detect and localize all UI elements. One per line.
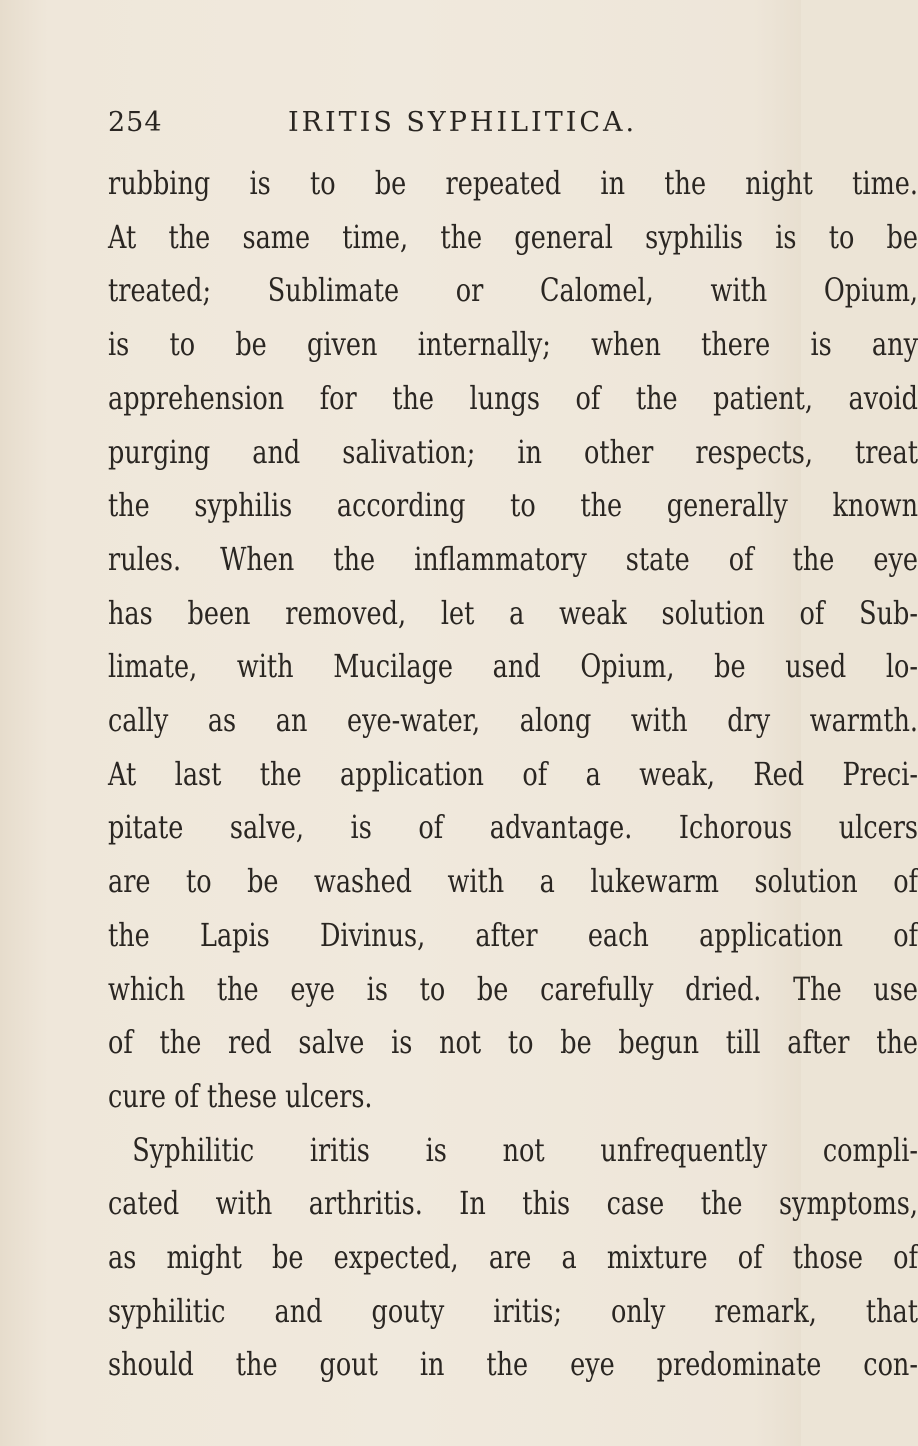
text-line: cally as an eye-water, along with dry warmth. [108,703,918,740]
running-head [108,103,748,143]
body-text [108,158,918,1393]
running-title: IRITIS SYPHILITICA. [288,107,638,138]
text-line: as might be expected, are a mixture of those of [108,1240,918,1277]
text-line: are to be washed with a lukewarm solution of [108,864,918,901]
text-line: the Lapis Divinus, after each application of [108,917,918,954]
text-line: purging and salivation; in other respects, treat [108,434,918,471]
text-line: cure of these ulcers. [108,1078,373,1115]
text-line: Syphilitic iritis is not unfrequently compli- [132,1132,918,1169]
text-line: At the same time, the general syphilis is to be [108,219,918,256]
text-line: rules. When the inflammatory state of the eye [108,541,918,578]
text-line: apprehension for the lungs of the patient, avoid [108,380,918,417]
text-line: pitate salve, is of advantage. Ichorous ulcers [108,810,918,847]
text-line: syphilitic and gouty iritis; only remark, that [108,1293,918,1330]
text-line: should the gout in the eye predominate con- [108,1347,918,1384]
text-line: limate, with Mucilage and Opium, be used lo- [108,649,918,686]
text-line: of the red salve is not to be begun till after the [108,1025,918,1062]
text-line: the syphilis according to the generally known [108,488,918,525]
text-line: which the eye is to be carefully dried. The use [108,971,918,1008]
text-line: is to be given internally; when there is any [108,327,918,364]
page-number: 254 [108,107,163,138]
text-line: At last the application of a weak, Red Preci- [108,756,918,793]
text-line: treated; Sublimate or Calomel, with Opium, [108,273,918,310]
text-line: cated with arthritis. In this case the symptoms, [108,1186,918,1223]
text-line: rubbing is to be repeated in the night time. [108,166,918,202]
text-line: has been removed, let a weak solution of Sub- [108,595,918,632]
